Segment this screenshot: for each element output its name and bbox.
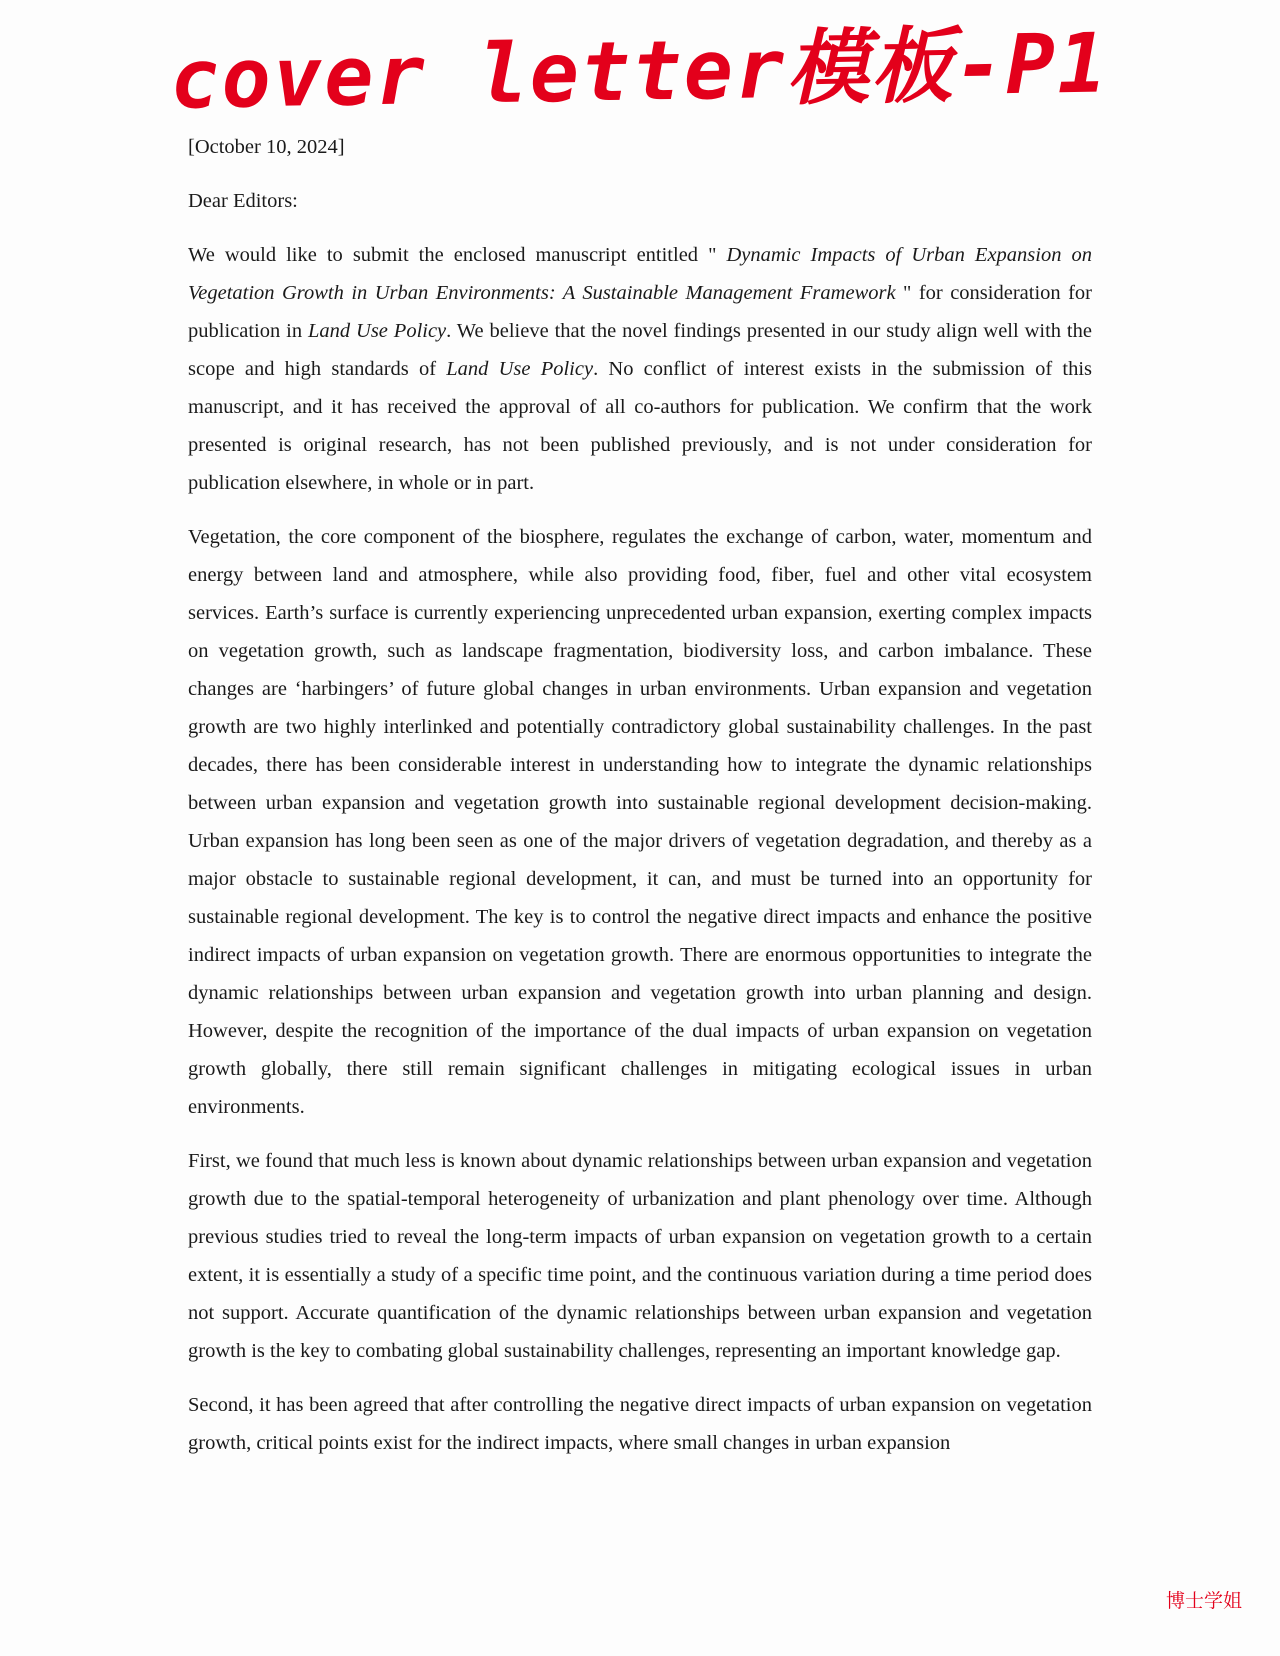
letter-greeting: Dear Editors: xyxy=(188,190,298,212)
page-title: cover letter模板-P1 xyxy=(169,16,1110,128)
text-segment: " for consideration for publication in xyxy=(188,282,1092,342)
paragraph-first-gap: First, we found that much less is known about dynamic relationships between urban expansion and vegetation growth due to the spatial-temporal heterogeneity of urbanization and plant phenology over time. Although previous studies tried to reveal the long-term impacts of urban expansion on vegetation growth to a certain extent, it is essentially a study of a specific time point, and the continuous variation during a time period does not support. Accurate quantification of the dynamic relationships between urban expansion and vegetation growth is the key to combating global sustainability challenges, representing an important knowledge gap. xyxy=(188,1150,1092,1362)
journal-name: Land Use Policy xyxy=(446,358,594,380)
paragraph-submission xyxy=(188,236,1092,502)
text-segment: We would like to submit the enclosed manuscript entitled " xyxy=(188,244,727,266)
manuscript-title: Dynamic Impacts of Urban Expansion on Vegetation Growth in Urban Environments: A Sustainable Management Framework xyxy=(188,244,1092,304)
letter-date: [October 10, 2024] xyxy=(188,136,345,158)
journal-name: Land Use Policy xyxy=(307,320,447,342)
text-segment: . We believe that the novel findings presented in our study align well with the scope and high standards of xyxy=(188,320,1092,380)
text-segment: . No conflict of interest exists in the submission of this manuscript, and it has received the approval of all co-authors for publication. We confirm that the work presented is original research, has not been published previously, and is not under consideration for publication elsewhere, in whole or in part. xyxy=(188,358,1092,494)
watermark: 博士学姐 xyxy=(1165,1590,1242,1612)
letter-body xyxy=(188,128,1092,1478)
paragraph-background: Vegetation, the core component of the biosphere, regulates the exchange of carbon, water, momentum and energy between land and atmosphere, while also providing food, fiber, fuel and other vital ecosystem services. Earth’s surface is currently experiencing unprecedented urban expansion, exerting complex impacts on vegetation growth, such as landscape fragmentation, biodiversity loss, and carbon imbalance. These changes are ‘harbingers’ of future global changes in urban environments. Urban expansion and vegetation growth are two highly interlinked and potentially contradictory global sustainability challenges. In the past decades, there has been considerable interest in understanding how to integrate the dynamic relationships between urban expansion and vegetation growth into sustainable regional development decision-making. Urban expansion has long been seen as one of the major drivers of vegetation degradation, and thereby as a major obstacle to sustainable regional development, it can, and must be turned into an opportunity for sustainable regional development. The key is to control the negative direct impacts and enhance the positive indirect impacts of urban expansion on vegetation growth. There are enormous opportunities to integrate the dynamic relationships between urban expansion and vegetation growth into urban planning and design. However, despite the recognition of the importance of the dual impacts of urban expansion on vegetation growth globally, there still remain significant challenges in mitigating ecological issues in urban environments. xyxy=(188,526,1092,1118)
paragraph-second-gap: Second, it has been agreed that after controlling the negative direct impacts of urban expansion on vegetation growth, critical points exist for the indirect impacts, where small changes in urban expansion xyxy=(188,1394,1092,1454)
